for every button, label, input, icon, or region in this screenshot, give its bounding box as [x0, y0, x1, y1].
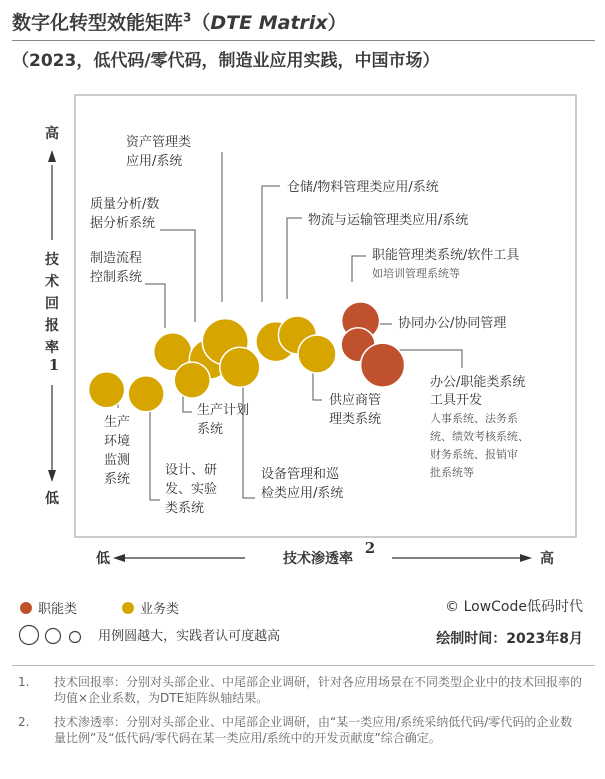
y-axis-char-3: 报 — [45, 318, 59, 334]
y-axis-sup: 1 — [48, 356, 60, 374]
y-axis-char-1: 术 — [45, 274, 59, 290]
label-shebei-xunjian: 设备管理和巡检类应用/系统 — [261, 467, 344, 501]
label-gongyingshang: 供应商管理类系统 — [329, 393, 382, 427]
chart-title: 数字化转型效能矩阵$^3$（DTE Matrix） — [12, 10, 347, 34]
bubble-bangong-zhineng — [361, 343, 405, 387]
label-bangong-zhineng: 办公/职能类系统工具开发人事系统、法务系统、绩效考核系统、财务系统、报销审批系统等 — [430, 375, 529, 479]
y-axis-char-0: 技 — [45, 252, 59, 268]
copyright: © LowCode低码时代 — [445, 599, 583, 615]
x-axis-label: 技术渗透率 — [283, 551, 353, 567]
label-zhiliang-fenxi: 质量分析/数据分析系统 — [90, 197, 160, 231]
bubble-shebei-xunjian — [220, 347, 260, 387]
x-axis-high: 高 — [540, 551, 554, 567]
legend-functional-swatch — [20, 602, 32, 614]
y-axis-high: 高 — [45, 126, 59, 142]
bubble-sheji-yanfa — [128, 376, 164, 412]
footnote-2: 2. 技术渗透率：分别对头部企业、中尾部企业调研，由“某一类应用/系统采纳低代码/零代码的企业数量比例”及“低代码/零代码在某一类应用/系统中的开发贡献度”综合确定。 — [18, 715, 573, 745]
legend-size: 用例圆越大，实践者认可度越高 — [18, 624, 280, 646]
draw-date: 绘制时间：2023年8月 — [436, 631, 583, 647]
legend-business: 业务类 — [122, 598, 179, 617]
leader-cangchu-wuliao — [262, 186, 280, 302]
bubble-shengchan-huanjing — [89, 372, 125, 408]
leader-zhizao-liucheng — [145, 284, 165, 328]
y-axis-arrowhead-up — [48, 150, 56, 162]
y-axis-arrowhead-down — [48, 470, 56, 482]
footnote-1: 1. 技术回报率：分别对头部企业、中尾部企业调研，针对各应用场景在不同类型企业中的技术回报率的均值×企业系数，为DTE矩阵纵轴结果。 — [18, 675, 583, 705]
bubble-gongyingshang — [298, 335, 336, 373]
label-wuliu-yunshu: 物流与运输管理类应用/系统 — [308, 213, 469, 228]
label-shengchan-huanjing: 生产环境监测系统 — [104, 415, 131, 487]
label-zhineng-guanli: 职能管理类系统/软件工具如培训管理系统等 — [372, 248, 520, 280]
leader-shebei-xunjian — [243, 375, 255, 498]
label-sheji-yanfa: 设计、研发、实验类系统 — [165, 463, 218, 516]
x-axis-sup: 2 — [364, 539, 376, 557]
label-zichan-guanli: 资产管理类应用/系统 — [126, 135, 192, 169]
label-cangchu-wuliao: 仓储/物料管理类应用/系统 — [287, 180, 439, 195]
y-axis-char-4: 率 — [45, 340, 59, 356]
leader-zhineng-guanli — [352, 256, 366, 282]
footnotes — [12, 665, 595, 754]
label-shengchan-jihua: 生产计划系统 — [197, 403, 250, 437]
label-zhizao-liucheng: 制造流程控制系统 — [90, 251, 143, 285]
legend-business-swatch — [122, 602, 134, 614]
x-axis-low: 低 — [96, 551, 110, 567]
leader-wuliu-yunshu — [287, 218, 302, 299]
x-axis-arrowhead-right — [520, 554, 532, 562]
y-axis-char-2: 回 — [45, 296, 59, 312]
y-axis-low: 低 — [45, 491, 59, 507]
x-axis-arrowhead-left — [113, 554, 125, 562]
size-scale-icon — [18, 624, 90, 646]
bubble-shengchan-jihua — [174, 362, 210, 398]
legend-functional: 职能类 — [20, 598, 77, 617]
chart-subtitle: （2023，低代码/零代码，制造业应用实践，中国市场） — [12, 51, 440, 71]
label-xietong-bangong: 协同办公/协同管理 — [398, 316, 507, 331]
